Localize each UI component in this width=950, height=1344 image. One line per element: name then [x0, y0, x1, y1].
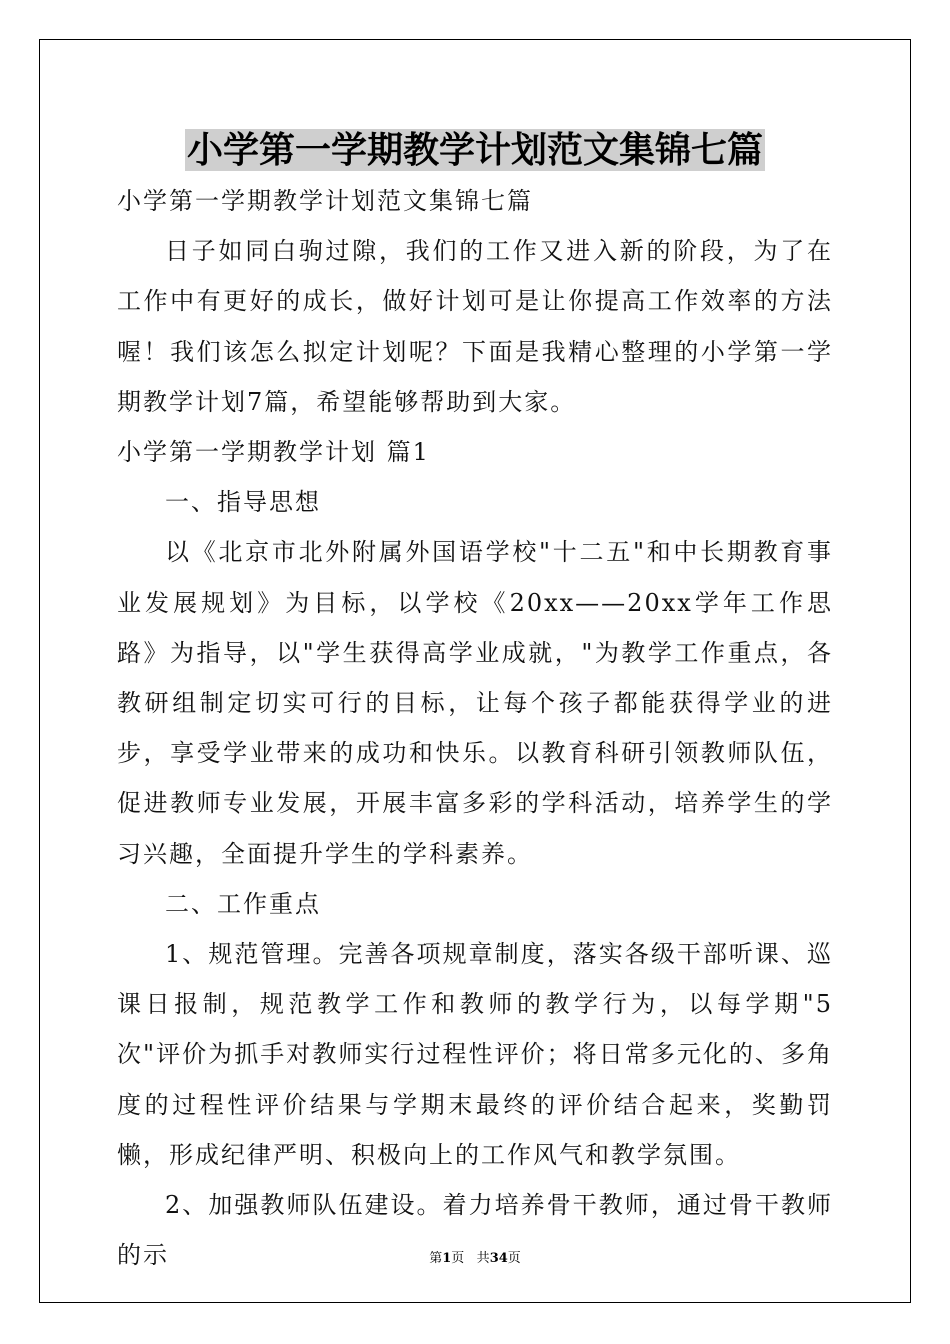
page-footer [0, 1247, 950, 1266]
body-paragraph: 1、规范管理。完善各项规章制度，落实各级干部听课、巡课日报制，规范教学工作和教师的教学行为，以每学期"5次"评价为抓手对教师实行过程性评价；将日常多元化的、多角度的过程性评价结果与学期末最终的评价结合起来，奖勤罚懒，形成纪律严明、积极向上的工作风气和教学氛围。 [117, 940, 833, 1169]
body-paragraph: 2、加强教师队伍建设。着力培养骨干教师，通过骨干教师的示 [117, 1191, 833, 1270]
page-prefix: 第 [429, 1251, 443, 1266]
subheading-guiding-thought: 一、指导思想 [165, 488, 321, 517]
total-pages: 34 [489, 1251, 508, 1266]
document-title [0, 124, 950, 176]
section-heading: 小学第一学期教学计划 篇1 [117, 438, 430, 467]
subheading-work-focus: 二、工作重点 [165, 889, 321, 918]
page-suffix: 页 [451, 1251, 465, 1266]
document-title-text: 小学第一学期教学计划范文集锦七篇 [186, 129, 763, 171]
page-number: 1 [442, 1251, 452, 1266]
total-suffix: 页 [507, 1251, 521, 1266]
document-body [117, 176, 833, 1280]
body-paragraph: 以《北京市北外附属外国语学校"十二五"和中长期教育事业发展规划》为目标，以学校《20xx——20xx学年工作思路》为指导，以"学生获得高学业成就，"为教学工作重点，各教研组制定切实可行的目标，让每个孩子都能获得学业的进步，享受学业带来的成功和快乐。以教育科研引领教师队伍，促进教师专业发展，开展丰富多彩的学科活动，培养学生的学习兴趣，全面提升学生的学科素养。 [117, 538, 833, 868]
intro-paragraph: 日子如同白驹过隙，我们的工作又进入新的阶段，为了在工作中有更好的成长，做好计划可是让你提高工作效率的方法喔！我们该怎么拟定计划呢？下面是我精心整理的小学第一学期教学计划7篇，希望能够帮助到大家。 [117, 237, 833, 416]
total-prefix: 共 [476, 1251, 490, 1266]
subtitle-paragraph: 小学第一学期教学计划范文集锦七篇 [117, 187, 533, 215]
